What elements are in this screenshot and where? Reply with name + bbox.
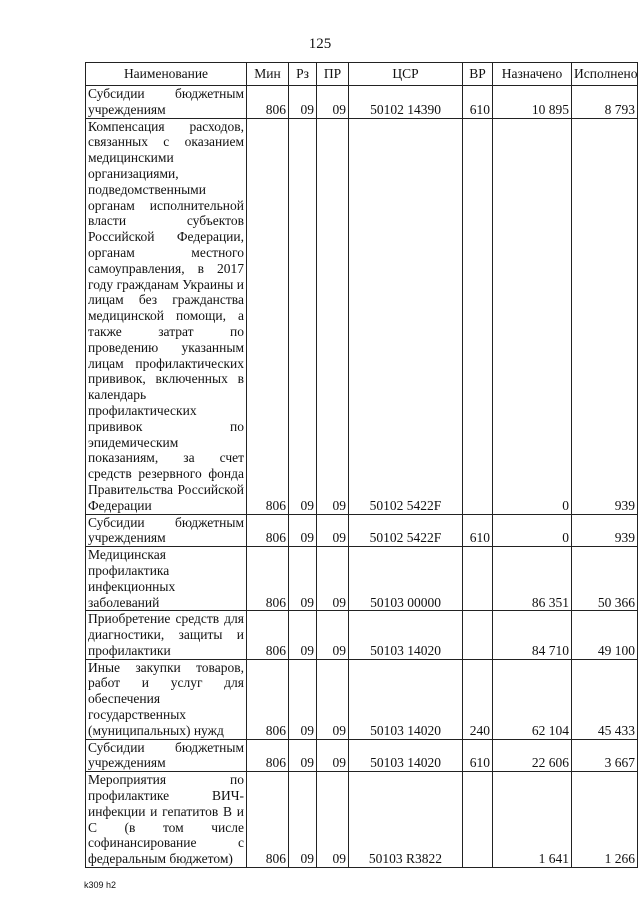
header-rz: Рз bbox=[289, 63, 317, 86]
row-vr bbox=[463, 772, 493, 868]
table-row bbox=[86, 547, 638, 611]
row-assigned: 0 bbox=[493, 118, 572, 514]
row-csr: 50102 5422F bbox=[349, 118, 463, 514]
table-row bbox=[86, 739, 638, 772]
row-csr: 50103 14020 bbox=[349, 611, 463, 659]
row-assigned: 86 351 bbox=[493, 547, 572, 611]
row-min: 806 bbox=[247, 86, 289, 119]
row-name: Субсидии бюджетным учреждениям bbox=[86, 739, 247, 772]
header-csr: ЦСР bbox=[349, 63, 463, 86]
row-rz: 09 bbox=[289, 547, 317, 611]
row-name: Медицинская профилактика инфекционных заболеваний bbox=[86, 547, 247, 611]
row-pr: 09 bbox=[317, 659, 349, 739]
row-csr: 50103 14020 bbox=[349, 739, 463, 772]
row-executed: 50 366 bbox=[572, 547, 638, 611]
row-vr: 610 bbox=[463, 514, 493, 547]
row-rz: 09 bbox=[289, 118, 317, 514]
row-pr: 09 bbox=[317, 772, 349, 868]
row-csr: 50103 14020 bbox=[349, 659, 463, 739]
row-name: Мероприятия по профилактике ВИЧ-инфекции и гепатитов В и С (в том числе софинансирование с федеральным бюджетом) bbox=[86, 772, 247, 868]
row-executed: 45 433 bbox=[572, 659, 638, 739]
row-vr: 610 bbox=[463, 739, 493, 772]
row-name: Компенсация расходов, связанных с оказанием медицинскими организациями, подведомственными органам исполнительной власти субъектов Российской Федерации, органам местного самоуправления, в 2017 году гражданам Украины и лицам без гражданства медицинской помощи, а также затрат по проведению указанным лицам профилактических прививок, включенных в календарь профилактических прививок по эпидемическим показаниям, за счет средств резервного фонда Правительства Российской Федерации bbox=[86, 118, 247, 514]
page-number: 125 bbox=[308, 36, 332, 52]
row-csr: 50103 R3822 bbox=[349, 772, 463, 868]
row-csr: 50103 00000 bbox=[349, 547, 463, 611]
row-name: Приобретение средств для диагностики, защиты и профилактики bbox=[86, 611, 247, 659]
header-vr: ВР bbox=[463, 63, 493, 86]
row-assigned: 10 895 bbox=[493, 86, 572, 119]
table-row bbox=[86, 611, 638, 659]
row-pr: 09 bbox=[317, 86, 349, 119]
table-row bbox=[86, 772, 638, 868]
row-name: Субсидии бюджетным учреждениям bbox=[86, 86, 247, 119]
row-pr: 09 bbox=[317, 118, 349, 514]
row-csr: 50102 5422F bbox=[349, 514, 463, 547]
row-pr: 09 bbox=[317, 611, 349, 659]
row-rz: 09 bbox=[289, 659, 317, 739]
row-min: 806 bbox=[247, 118, 289, 514]
header-name: Наименование bbox=[86, 63, 247, 86]
table-header-row bbox=[86, 63, 638, 86]
table-row bbox=[86, 514, 638, 547]
table-row bbox=[86, 118, 638, 514]
row-min: 806 bbox=[247, 611, 289, 659]
row-min: 806 bbox=[247, 514, 289, 547]
row-executed: 49 100 bbox=[572, 611, 638, 659]
row-vr bbox=[463, 118, 493, 514]
row-assigned: 84 710 bbox=[493, 611, 572, 659]
row-assigned: 62 104 bbox=[493, 659, 572, 739]
header-min: Мин bbox=[247, 63, 289, 86]
row-assigned: 22 606 bbox=[493, 739, 572, 772]
row-executed: 8 793 bbox=[572, 86, 638, 119]
row-executed: 3 667 bbox=[572, 739, 638, 772]
header-executed: Исполнено bbox=[572, 63, 638, 86]
header-pr: ПР bbox=[317, 63, 349, 86]
row-min: 806 bbox=[247, 659, 289, 739]
row-min: 806 bbox=[247, 772, 289, 868]
row-executed: 1 266 bbox=[572, 772, 638, 868]
row-assigned: 0 bbox=[493, 514, 572, 547]
row-min: 806 bbox=[247, 739, 289, 772]
budget-table bbox=[85, 62, 638, 868]
row-vr bbox=[463, 611, 493, 659]
row-rz: 09 bbox=[289, 86, 317, 119]
row-rz: 09 bbox=[289, 611, 317, 659]
row-pr: 09 bbox=[317, 547, 349, 611]
header-assigned: Назначено bbox=[493, 63, 572, 86]
row-rz: 09 bbox=[289, 739, 317, 772]
row-vr bbox=[463, 547, 493, 611]
footer-code: k309 h2 bbox=[84, 880, 117, 890]
table-row bbox=[86, 659, 638, 739]
row-csr: 50102 14390 bbox=[349, 86, 463, 119]
row-assigned: 1 641 bbox=[493, 772, 572, 868]
row-executed: 939 bbox=[572, 118, 638, 514]
row-pr: 09 bbox=[317, 739, 349, 772]
row-name: Субсидии бюджетным учреждениям bbox=[86, 514, 247, 547]
table-row bbox=[86, 86, 638, 119]
row-name: Иные закупки товаров, работ и услуг для обеспечения государственных (муниципальных) нужд bbox=[86, 659, 247, 739]
row-vr: 610 bbox=[463, 86, 493, 119]
row-pr: 09 bbox=[317, 514, 349, 547]
row-rz: 09 bbox=[289, 514, 317, 547]
row-vr: 240 bbox=[463, 659, 493, 739]
row-executed: 939 bbox=[572, 514, 638, 547]
row-rz: 09 bbox=[289, 772, 317, 868]
row-min: 806 bbox=[247, 547, 289, 611]
